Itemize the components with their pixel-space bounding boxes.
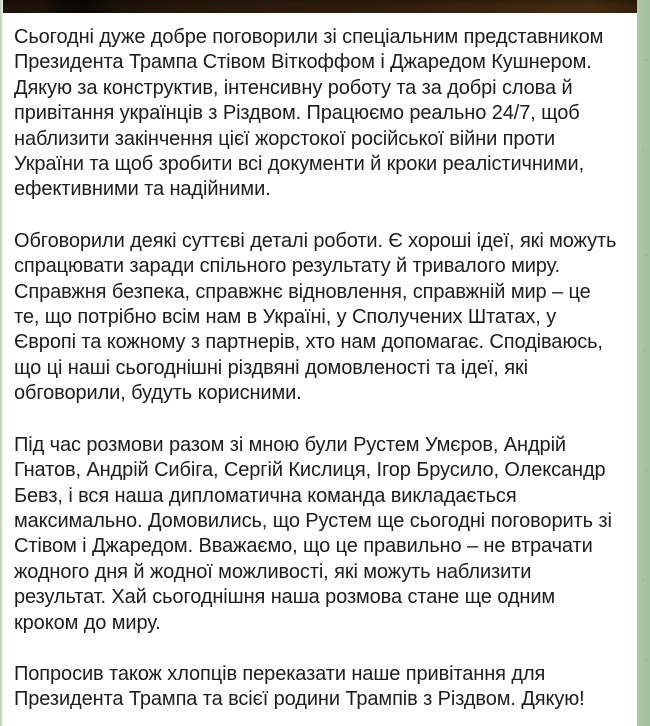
message-paragraph: Під час розмови разом зі мною були Рустем Умєров, Андрій Гнатов, Андрій Сибіга, Сергій Кислиця, Ігор Брусило, Олександр Бевз, і вся наша дипломатична команда викладається максимально. Домовились, що Рустем ще сьогодні поговорить зі Стівом і Джаредом. Вважаємо, що це правильно – не втрачати жодного дня й жодної можливості, які можуть наблизити результат. Хай сьогоднішня наша розмова стане ще одним кроком до миру. [14, 433, 612, 634]
message-text [3, 13, 637, 713]
chat-background-right-strip [637, 0, 650, 726]
photo-message-bottom-edge[interactable] [3, 0, 637, 13]
message-bubble[interactable] [3, 13, 637, 726]
message-paragraph: Сьогодні дуже добре поговорили зі спеціальним представником Президента Трампа Стівом Віткоффом і Джаредом Кушнером. Дякую за конструктив, інтенсивну роботу та за добрі слова й привітання українців з Різдвом. Працюємо реально 24/7, щоб наблизити закінчення цієї жорстокої російської війни проти України та щоб зробити всі документи й кроки реалістичними, ефективними та надійними. [14, 26, 604, 201]
message-paragraph: Попросив також хлопців переказати наше привітання для Президента Трампа та всієї родини Трампів з Різдвом. Дякую! [14, 662, 585, 711]
message-paragraph: Обговорили деякі суттєві деталі роботи. Є хороші ідеї, які можуть спрацювати заради спільного результату й тривалого миру. Справжня безпека, справжнє відновлення, справжній мир – це те, що потрібно всім нам в Україні, у Сполучених Штатах, у Європі та кожному з партнерів, хто нам допомагає. Сподіваюсь, що ці наші сьогоднішні різдвяні домовленості та ідеї, які обговорили, будуть корисними. [14, 229, 617, 405]
